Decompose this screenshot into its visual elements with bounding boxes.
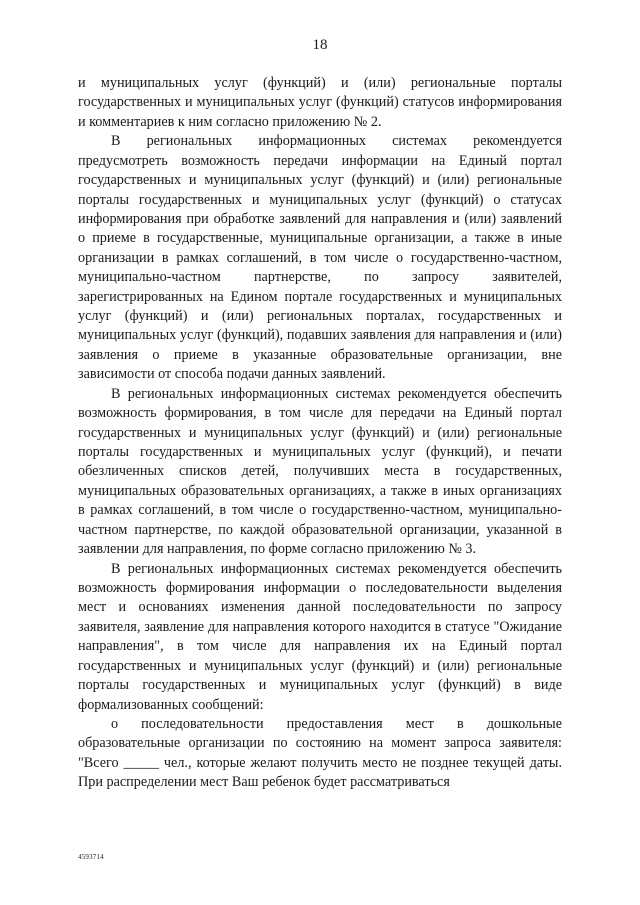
body-text — [78, 74, 562, 793]
paragraph-anonymized-lists: В региональных информационных системах рекомендуется обеспечить возможность формирования, в том числе для передачи на Единый портал государственных и муниципальных услуг (функций) и (или) региональные порталы государственных и муниципальных услуг (функций), и печати обезличенных списков детей, получивших места в государственных, муниципальных образовательных организациях, а также в иных организациях в рамках соглашений, в том числе о государственно-частном, муниципально-частном партнерстве, по каждой образовательной организации, указанной в заявлении для направления, по форме согласно приложению № 3. — [78, 385, 562, 558]
paragraph-allocation-sequence: В региональных информационных системах рекомендуется обеспечить возможность формирования информации о последовательности выделения мест и основаниях изменения данной последовательности по запросу заявителя, заявление для направления которого находится в статусе "Ожидание направления", в том числе для направления их на Единый портал государственных и муниципальных услуг (функций) и (или) региональные порталы государственных и муниципальных услуг (функций) в виде формализованных сообщений: — [78, 560, 562, 713]
document-code: 4593714 — [78, 853, 104, 861]
paragraph-continuation: и муниципальных услуг (функций) и (или) региональные порталы государственных и муниципальных услуг (функций) статусов информирования и комментариев к ним согласно приложению № 2. — [78, 75, 562, 130]
paragraph-preschool-sequence: о последовательности предоставления мест в дошкольные образовательные организации по состоянию на момент запроса заявителя: "Всего _____ чел., которые желают получить место не позднее текущей даты. При распределении мест Ваш ребенок будет рассматриваться — [78, 715, 562, 791]
paragraph-status-transfer: В региональных информационных системах рекомендуется предусмотреть возможность передачи информации на Единый портал государственных и муниципальных услуг (функций) и (или) региональные порталы государственных и муниципальных услуг (функций) о статусах информирования при обработке заявлений для направления и (или) заявлений о приеме в государственные, муниципальные организации, а также в иные организации в рамках соглашений, в том числе о государственно-частном, муниципально-частном партнерстве, по запросу заявителей, зарегистрированных на Едином портале государственных и муниципальных услуг (функций) и (или) региональных порталах, государственных и муниципальных услуг (функций), подавших заявления для направления и (или) заявления о приеме в указанные образовательные организации, вне зависимости от способа подачи данных заявлений. — [78, 133, 562, 383]
page-number: 18 — [312, 37, 328, 53]
